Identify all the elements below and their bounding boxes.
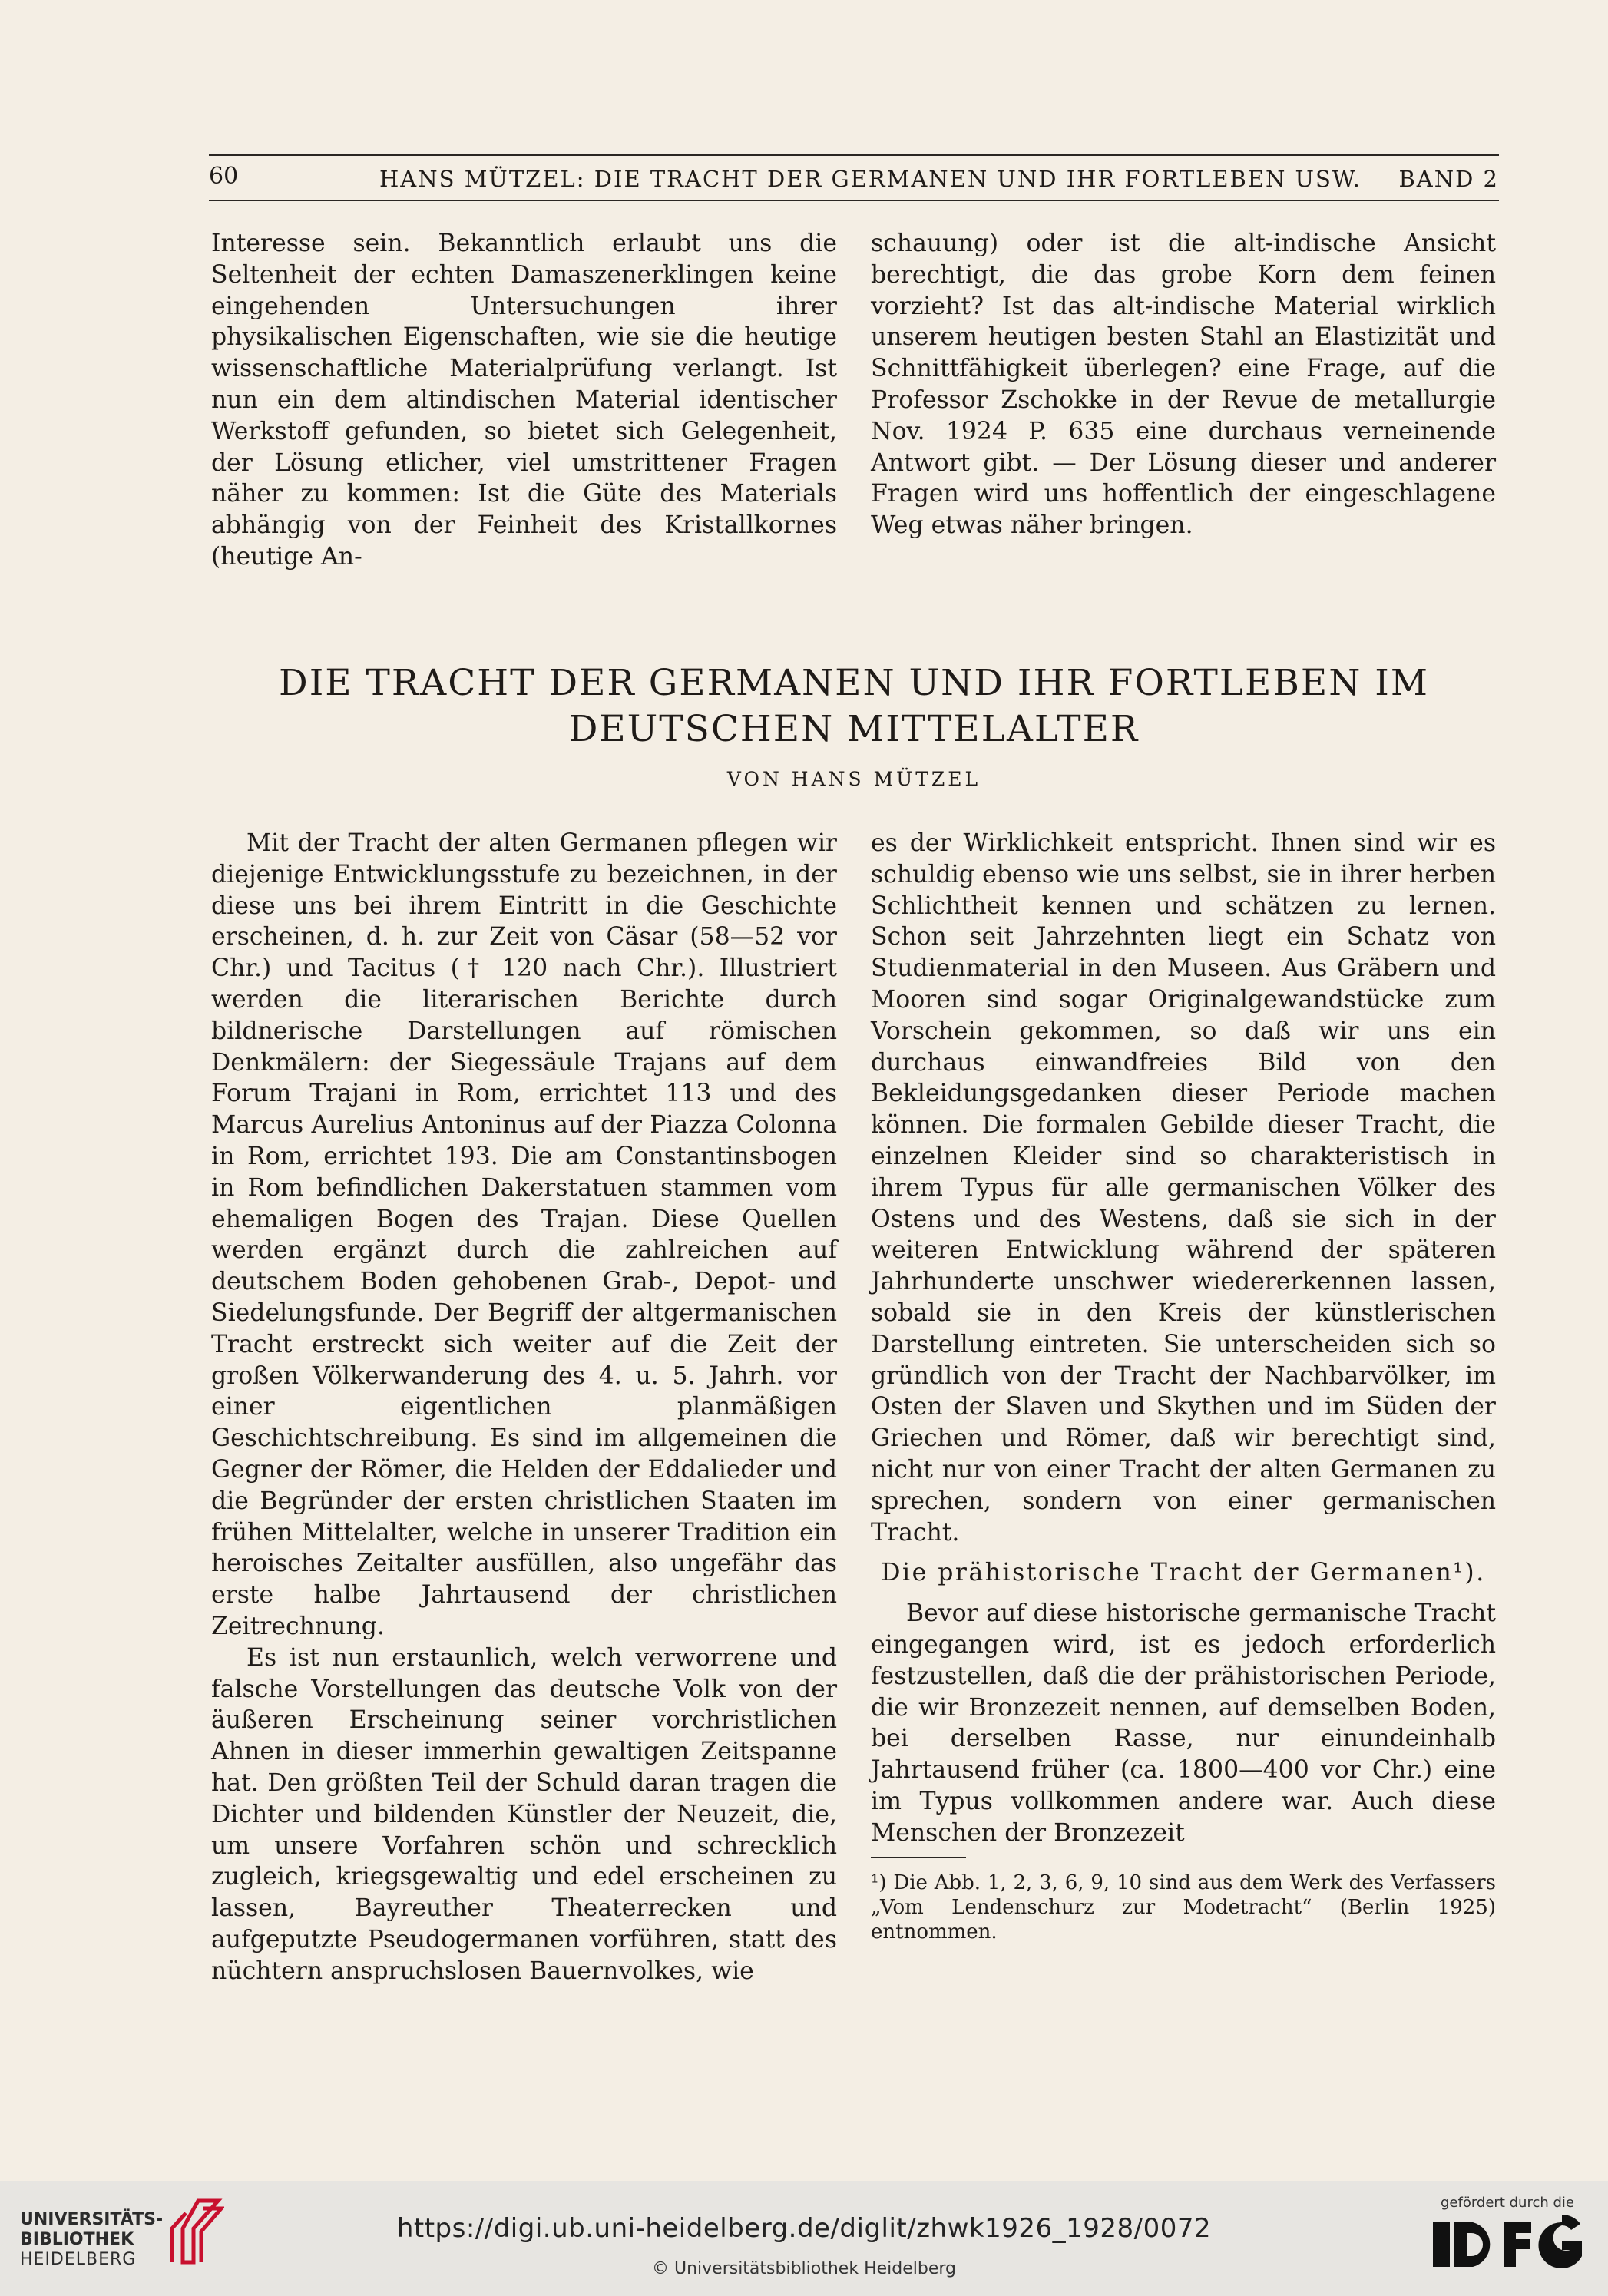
continued-text-left: Interesse sein. Bekanntlich erlaubt uns die Seltenheit der echten Damaszenerklingen keine eingehenden Untersuchungen ihrer physikalischen Eigenschaften, wie sie die heutige wissenschaftliche Materialprüfung verlangt. Ist nun ein dem altindischen Material identischer Werkstoff gefunden, so bietet sich Gelegenheit, der Lösung etlicher, viel umstrittener Fragen näher zu kommen: Ist die Güte des Materials abhängig von der Feinheit des Kristallkornes (heutige An- — [211, 230, 837, 571]
body-left-column — [211, 828, 837, 1987]
paragraph: Bevor auf diese historische germanische Tracht eingegangen wird, ist es jedoch erforderlich festzustellen, daß die der prähistorischen Periode, die wir Bronzezeit nennen, auf demselben Boden, bei derselben Rasse, nur einundeinhalb Jahrtausend früher (ca. 1800—400 vor Chr.) eine im Typus vollkommen andere war. Auch diese Menschen der Bronzezeit — [871, 1600, 1496, 1847]
section-heading: Die prähistorische Tracht der Germanen¹). — [881, 1559, 1486, 1587]
article-byline: VON HANS MÜTZEL — [726, 768, 981, 790]
paragraph: es der Wirklichkeit entspricht. Ihnen sind wir es schuldig ebenso wie uns selbst, sie in ihrer herben Schlichtheit kennen und schätzen zu lernen. Schon seit Jahrzehnten liegt ein Schatz von Studienmaterial in den Museen. Aus Gräbern und Mooren sind sogar Originalgewandstücke zum Vorschein gekommen, so daß wir uns ein durchaus einwandfreies Bild von den Bekleidungsgedanken dieser Periode machen können. Die formalen Gebilde dieser Tracht, die einzelnen Kleider sind so charakteristisch in ihrem Typus für alle germanischen Völker des Ostens und des Westens, daß sie sich in der weiteren Entwicklung während der späteren Jahrhunderte unschwer wiedererkennen lassen, sobald sie in den Kreis der künstlerischen Darstellung eintreten. Sie unterscheiden sich so gründlich von der Tracht der Nachbarvölker, im Osten der Slaven und Skythen und im Süden der Griechen und Römer, daß wir berechtigt sind, nicht nur von einer Tracht der alten Germanen zu sprechen, sondern von einer germanischen Tracht. — [871, 829, 1496, 1547]
sponsor-label: gefördert durch die — [1441, 2195, 1574, 2211]
top-rule — [209, 154, 1499, 156]
paragraph: Mit der Tracht der alten Germanen pflegen wir diejenige Entwicklungsstufe zu bezeichnen, in der diese uns bei ihrem Eintritt in die Geschichte erscheinen, d. h. zur Zeit von Cäsar (58—52 vor Chr.) und Tacitus († 120 nach Chr.). Illustriert werden die literarischen Berichte durch bildnerische Darstellungen auf römischen Denkmälern: der Siegessäule Trajans auf dem Forum Trajani in Rom, errichtet 113 und des Marcus Aurelius Antoninus auf der Piazza Colonna in Rom, errichtet 193. Die am Constantinsbogen in Rom befindlichen Dakerstatuen stammen vom ehemaligen Bogen des Trajan. Diese Quellen werden ergänzt durch die zahlreichen auf deutschem Boden gehobenen Grab-, Depot- und Siedelungsfunde. Der Begriff der altgermanischen Tracht erstreckt sich weiter auf die Zeit der großen Völkerwanderung des 4. u. 5. Jahrh. vor einer eigentlichen planmäßigen Geschichtschreibung. Es sind im allgemeinen die Gegner der Römer, die Helden der Eddalieder und die Begründer der ersten christlichen Staaten im frühen Mittelalter, welche in unserer Tradition ein heroisches Zeitalter ausfüllen, also ungefähr das erste halbe Jahrtausend der christlichen Zeitrechnung. — [211, 829, 837, 1640]
copyright-notice: © Universitätsbibliothek Heidelberg — [651, 2259, 956, 2278]
page-number: 60 — [209, 163, 239, 190]
dfg-logo-icon[interactable] — [1433, 2215, 1583, 2270]
top-right-column — [871, 228, 1496, 541]
running-header — [209, 163, 1499, 197]
volume-label: BAND 2 — [1398, 166, 1499, 192]
library-name[interactable]: UNIVERSITÄTS- BIBLIOTHEK HEIDELBERG — [20, 2210, 164, 2269]
footnote: ¹) Die Abb. 1, 2, 3, 6, 9, 10 sind aus dem Werk des Verfassers „Vom Lendenschurz zur Modetracht“ (Berlin 1925) entnommen. — [871, 1871, 1496, 1944]
footnote-rule — [871, 1857, 966, 1858]
paragraph: Es ist nun erstaunlich, welch verworrene und falsche Vorstellungen das deutsche Volk von der äußeren Erscheinung seiner vorchristlichen Ahnen in dieser immerhin gewaltigen Zeitspanne hat. Den größten Teil der Schuld daran tragen die Dichter und bildenden Künstler der Neuzeit, die, um unsere Vorfahren schön und schrecklich zugleich, kriegsgewaltig und edel erscheinen zu lassen, Bayreuther Theaterrecken und aufgeputzte Pseudogermanen vorführen, statt des nüchtern anspruchslosen Bauernvolkes, wie — [211, 1643, 837, 1985]
body-right-column — [871, 828, 1496, 1849]
article-title: DIE TRACHT DER GERMANEN UND IHR FORTLEBEN IM DEUTSCHEN MITTELALTER — [279, 662, 1429, 750]
continued-text-right: schauung) oder ist die alt-indische Ansicht berechtigt, die das grobe Korn dem feinen vorzieht? Ist das alt-indische Material wirklich unserem heutigen besten Stahl an Elastizität und Schnittfähigkeit überlegen? eine Frage, auf die Professor Zschokke in der Revue de metallurgie Nov. 1924 P. 635 eine durchaus verneinende Antwort gibt. — Der Lösung dieser und anderer Fragen wird uns hoffentlich der eingeschlagene Weg etwas näher bringen. — [871, 230, 1496, 540]
top-left-column — [211, 228, 837, 573]
header-rule — [209, 200, 1499, 201]
running-title: HANS MÜTZEL: DIE TRACHT DER GERMANEN UND IHR FORTLEBEN USW. — [379, 166, 1362, 192]
permalink[interactable]: https://digi.ub.uni-heidelberg.de/diglit/zhwk1926_1928/0072 — [396, 2213, 1212, 2244]
